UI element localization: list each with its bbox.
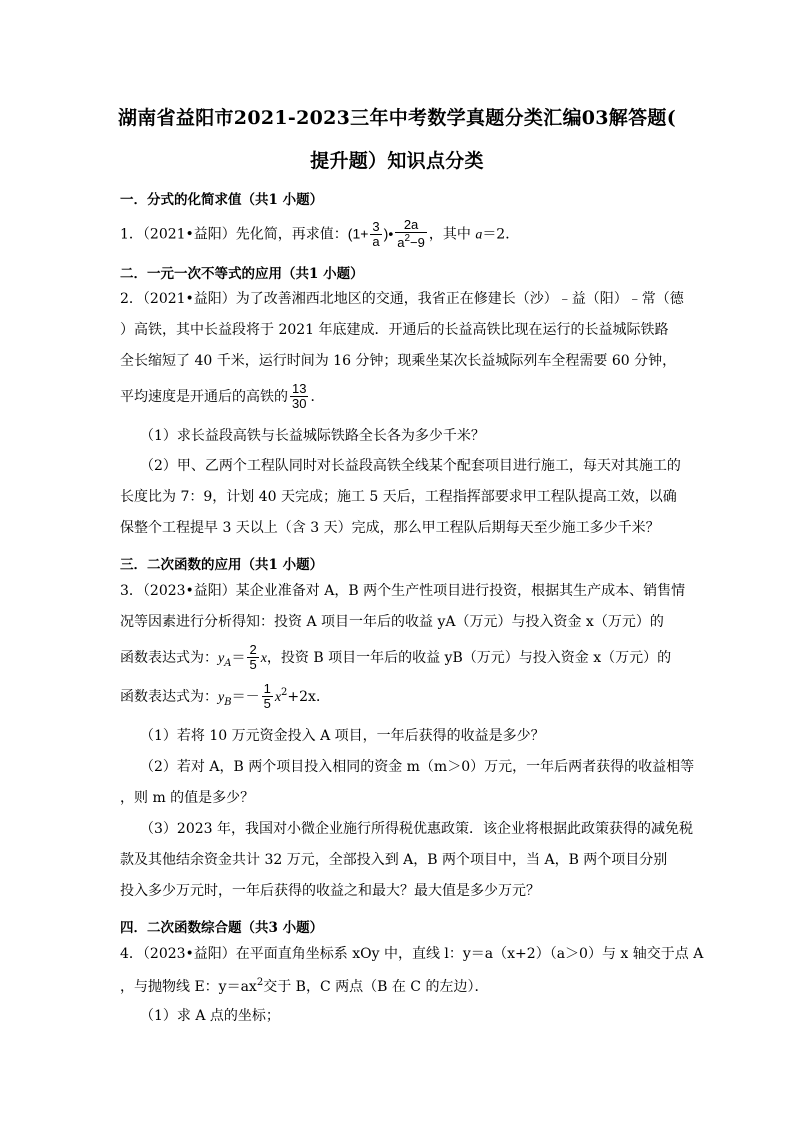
q1-fraction-1: $\frac{3}{a}$ <box>372 218 380 249</box>
q2-fraction: $\frac{13}{30}$ <box>292 381 307 412</box>
question-3-line-2: 况等因素进行分析得知：投资 A 项目一年后的收益 yA（万元）与投入资金 x（万元）的 <box>120 614 664 630</box>
q3-fraction-a: $\frac{2}{5}$ <box>249 642 257 673</box>
question-2-part-2-line-2: 长度比为 7：9，计划 40 天完成；施工 5 天后，工程指挥部要求甲工程队提高工效，以确 <box>120 489 677 505</box>
question-2-line-2: ）高铁，其中长益段将于 2021 年底建成．开通后的长益高铁比现在运行的长益城际铁路 <box>120 322 669 338</box>
section-heading-3: 三．二次函数的应用（共1 小题） <box>120 557 324 573</box>
question-2-line-1: 2．（2021•益阳）为了改善湘西北地区的交通，我省正在修建长（沙）﹣益（阳）﹣常（德 <box>120 291 684 307</box>
question-3-line-3: 函数表达式为：$y_A=$ $\frac{2}{5}$ x，投资 B 项目一年后的收益 yB（万元）与投入资金 x（万元）的 <box>120 642 672 673</box>
q3-fraction-b: $\frac{1}{5}$ <box>263 681 271 712</box>
question-3-part-2-line-2: ，则 m 的值是多少？ <box>120 790 255 806</box>
question-2-line-3: 全长缩短了 40 千米，运行时间为 16 分钟；现乘坐某次长益城际列车全程需要 60 分钟， <box>120 353 677 369</box>
question-2-part-2-line-3: 保整个工程提早 3 天以上（含 3 天）完成，那么甲工程队后期每天至少施工多少千米？ <box>120 520 660 536</box>
question-2-part-1: （1）求长益段高铁与长益城际铁路全长各为多少千米？ <box>140 428 485 444</box>
question-1: 1．（2021•益阳）先化简，再求值：(1+ $\frac{3}{a}$ )• $\frac{2a}{a^2-9}$ ，其中 a＝2． <box>120 217 520 251</box>
question-2-part-2-line-1: （2）甲、乙两个工程队同时对长益段高铁全线某个配套项目进行施工，每天对其施工的 <box>140 458 681 474</box>
q1-paren-close: )• <box>383 225 394 242</box>
section-heading-4: 四．二次函数综合题（共3 小题） <box>120 920 324 936</box>
question-1-text: 1．（2021•益阳）先化简，再求值： <box>120 226 348 243</box>
q1-fraction-2: $\frac{2a}{a^2-9}$ <box>397 217 425 251</box>
question-4-line-1: 4．（2023•益阳）在平面直角坐标系 xOy 中，直线 l：y＝a（x+2）（a＞0）与 x 轴交于点 A <box>120 946 704 962</box>
q1-paren-open: (1+ <box>347 225 369 242</box>
question-4-line-2: ，与抛物线 E：$y=ax^2$交于 B，C 两点（B 在 C 的左边）． <box>120 977 489 995</box>
document-title-line-1: 湖南省益阳市2021-2023三年中考数学真题分类汇编03解答题( <box>118 107 676 129</box>
question-3-part-2-line-1: （2）若对 A，B 两个项目投入相同的资金 m（m＞0）万元，一年后两者获得的收益相等 <box>140 759 695 775</box>
section-heading-1: 一．分式的化简求值（共1 小题） <box>120 192 324 208</box>
question-3-part-3-line-2: 款及其他结余资金共计 32 万元，全部投入到 A，B 两个项目中，当 A，B 两个项目分别 <box>120 852 668 868</box>
question-3-line-4: 函数表达式为：$y_B=-$ $\frac{1}{5}$ $x^2+2x$． <box>120 681 330 712</box>
question-3-part-3-line-3: 投入多少万元时，一年后获得的收益之和最大？最大值是多少万元？ <box>120 883 540 899</box>
question-3-part-1: （1）若将 10 万元资金投入 A 项目，一年后获得的收益是多少？ <box>140 728 545 744</box>
section-heading-2: 二．一元一次不等式的应用（共1 小题） <box>120 266 364 282</box>
question-4-part-1: （1）求 A 点的坐标； <box>140 1008 280 1024</box>
question-3-part-3-line-1: （3）2023 年，我国对小微企业施行所得税优惠政策．该企业将根据此政策获得的减免税 <box>140 821 693 837</box>
question-3-line-1: 3．（2023•益阳）某企业准备对 A，B 两个生产性项目进行投资，根据其生产成本、销售情 <box>120 583 686 599</box>
question-2-line-4: 平均速度是开通后的高铁的 $\frac{13}{30}$ ． <box>120 381 325 412</box>
document-title-line-2: 提升题）知识点分类 <box>310 150 484 172</box>
